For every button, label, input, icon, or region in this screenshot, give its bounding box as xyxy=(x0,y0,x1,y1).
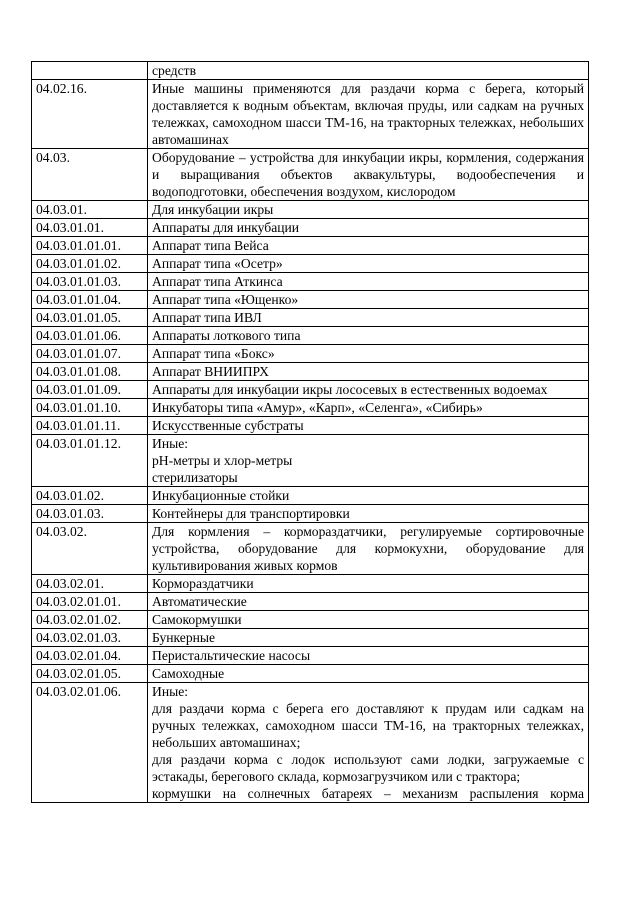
table-row xyxy=(32,80,589,149)
row-code: 04.03.01.01.06. xyxy=(32,327,148,345)
row-description xyxy=(148,363,589,381)
row-code: 04.03.01.01.08. xyxy=(32,363,148,381)
description-line: Для инкубации икры xyxy=(152,202,274,217)
row-description xyxy=(148,487,589,505)
row-description xyxy=(148,255,589,273)
description-line: Самоходные xyxy=(152,666,225,681)
row-code: 04.03.02.01. xyxy=(32,575,148,593)
row-code xyxy=(32,62,148,80)
description-line: Аппарат типа Аткинса xyxy=(152,274,283,289)
description-line: рН-метры и хлор-метры xyxy=(152,453,293,468)
row-code: 04.03.02.01.03. xyxy=(32,629,148,647)
description-line: Аппарат типа Вейса xyxy=(152,238,269,253)
row-description xyxy=(148,611,589,629)
table-row xyxy=(32,593,589,611)
row-description xyxy=(148,505,589,523)
description-line: Аппарат ВНИИПРХ xyxy=(152,364,269,379)
description-line: средств xyxy=(152,63,196,78)
table-row xyxy=(32,291,589,309)
table-row xyxy=(32,381,589,399)
table-row xyxy=(32,629,589,647)
description-line: Для кормления – кормораздатчики, регулируемые сортировочные устройства, оборудование для кормокухни, оборудование для культивирования живых кормов xyxy=(152,524,584,573)
description-line: Инкубационные стойки xyxy=(152,488,290,503)
description-line: для раздачи корма с берега его доставляют к прудам или садкам на ручных тележках, самоходном шасси ТМ-16, на тракторных тележках, небольших автомашинах; xyxy=(152,701,584,750)
table-row xyxy=(32,647,589,665)
table-row xyxy=(32,309,589,327)
description-line: Иные: xyxy=(152,436,189,451)
description-line: Аппарат типа «Осетр» xyxy=(152,256,283,271)
row-code: 04.03.01.01.02. xyxy=(32,255,148,273)
row-code: 04.03.01.02. xyxy=(32,487,148,505)
row-code: 04.03.01.01.05. xyxy=(32,309,148,327)
row-code: 04.03.01.01.01. xyxy=(32,237,148,255)
description-line: для раздачи корма с лодок используют сами лодки, загружаемые с эстакады, берегового склада, кормозагрузчиком или с трактора; xyxy=(152,752,584,784)
row-description xyxy=(148,665,589,683)
table-row xyxy=(32,487,589,505)
description-line: Аппараты для инкубации xyxy=(152,220,300,235)
row-code: 04.03.02.01.01. xyxy=(32,593,148,611)
row-code: 04.03.01. xyxy=(32,201,148,219)
row-description xyxy=(148,629,589,647)
row-description xyxy=(148,291,589,309)
row-code: 04.03. xyxy=(32,149,148,201)
row-code: 04.03.01.01.10. xyxy=(32,399,148,417)
row-code: 04.03.02.01.04. xyxy=(32,647,148,665)
table-row xyxy=(32,399,589,417)
description-line: Бункерные xyxy=(152,630,216,645)
table-row xyxy=(32,255,589,273)
classification-table xyxy=(31,61,589,803)
row-description xyxy=(148,62,589,80)
description-line: Иные машины применяются для раздачи корма с берега, который доставляется к водным объектам, включая пруды, или садкам на ручных тележках, самоходном шасси ТМ-16, на тракторных тележках, небольших автомашинах xyxy=(152,81,584,147)
row-description xyxy=(148,345,589,363)
description-line: кормушки на солнечных батареях – механизм распыления корма xyxy=(152,786,584,801)
row-code: 04.03.01.01.07. xyxy=(32,345,148,363)
table-row xyxy=(32,237,589,255)
row-description xyxy=(148,273,589,291)
table-row xyxy=(32,149,589,201)
row-description xyxy=(148,219,589,237)
row-description xyxy=(148,647,589,665)
description-line: Искусственные субстраты xyxy=(152,418,304,433)
description-line: Контейнеры для транспортировки xyxy=(152,506,350,521)
description-line: стерилизаторы xyxy=(152,470,238,485)
row-code: 04.03.01.01.04. xyxy=(32,291,148,309)
row-description xyxy=(148,80,589,149)
description-line: Кормораздатчики xyxy=(152,576,254,591)
table-row xyxy=(32,575,589,593)
table-row xyxy=(32,345,589,363)
table-row xyxy=(32,417,589,435)
row-description xyxy=(148,435,589,487)
description-line: Аппарат типа «Ющенко» xyxy=(152,292,299,307)
table-row xyxy=(32,62,589,80)
row-code: 04.03.01.01.11. xyxy=(32,417,148,435)
row-code: 04.03.01.03. xyxy=(32,505,148,523)
table-row xyxy=(32,683,589,803)
table-row xyxy=(32,327,589,345)
row-description xyxy=(148,399,589,417)
row-description xyxy=(148,237,589,255)
row-code: 04.03.02.01.02. xyxy=(32,611,148,629)
row-code: 04.03.02.01.05. xyxy=(32,665,148,683)
row-description xyxy=(148,149,589,201)
row-description xyxy=(148,381,589,399)
row-code: 04.03.01.01. xyxy=(32,219,148,237)
table-row xyxy=(32,505,589,523)
description-line: Автоматические xyxy=(152,594,247,609)
table-row xyxy=(32,665,589,683)
description-line: Иные: xyxy=(152,684,189,699)
row-description xyxy=(148,327,589,345)
description-line: Оборудование – устройства для инкубации икры, кормления, содержания и выращивания объектов аквакультуры, водообеспечения и водоподготовки, обеспечения воздухом, кислородом xyxy=(152,150,584,199)
description-line: Инкубаторы типа «Амур», «Карп», «Селенга», «Сибирь» xyxy=(152,400,483,415)
table-row xyxy=(32,201,589,219)
description-line: Аппараты для инкубации икры лососевых в естественных водоемах xyxy=(152,382,548,397)
description-line: Самокормушки xyxy=(152,612,242,627)
row-description xyxy=(148,575,589,593)
row-description xyxy=(148,417,589,435)
table-row xyxy=(32,363,589,381)
description-line: Перистальтические насосы xyxy=(152,648,311,663)
description-line: Аппарат типа «Бокс» xyxy=(152,346,275,361)
row-code: 04.03.01.01.09. xyxy=(32,381,148,399)
row-code: 04.03.01.01.03. xyxy=(32,273,148,291)
description-line: Аппараты лоткового типа xyxy=(152,328,301,343)
row-description xyxy=(148,309,589,327)
row-description xyxy=(148,201,589,219)
table-row xyxy=(32,273,589,291)
row-code: 04.03.01.01.12. xyxy=(32,435,148,487)
table-body xyxy=(32,62,589,803)
row-code: 04.02.16. xyxy=(32,80,148,149)
row-description xyxy=(148,523,589,575)
table-row xyxy=(32,611,589,629)
row-description xyxy=(148,683,589,803)
table-row xyxy=(32,219,589,237)
description-line: Аппарат типа ИВЛ xyxy=(152,310,262,325)
table-row xyxy=(32,523,589,575)
row-code: 04.03.02. xyxy=(32,523,148,575)
row-description xyxy=(148,593,589,611)
row-code: 04.03.02.01.06. xyxy=(32,683,148,803)
table-row xyxy=(32,435,589,487)
